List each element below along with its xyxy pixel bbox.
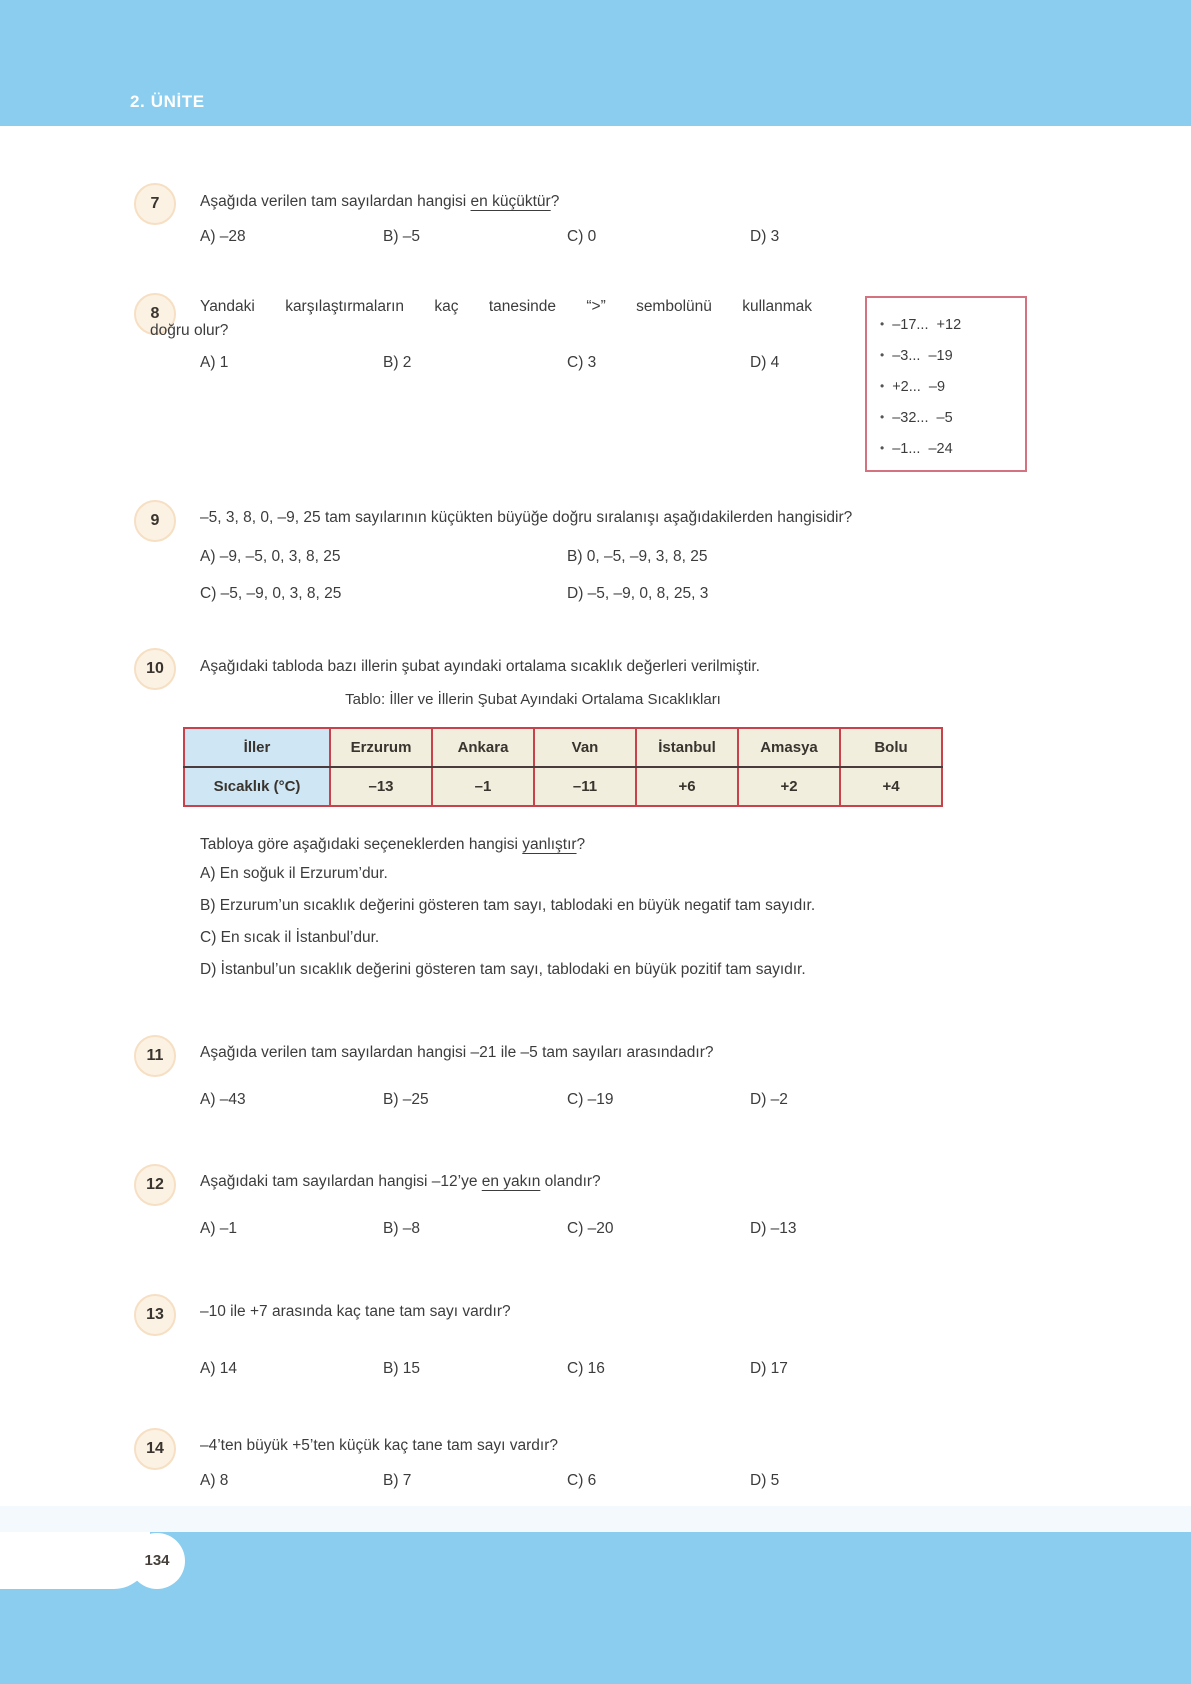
question-10-option-a: A) En soğuk il Erzurum’dur. <box>200 865 388 882</box>
unit-label: 2. ÜNİTE <box>130 92 205 111</box>
table-header-cell: İller <box>184 728 330 767</box>
question-7-text-pre: Aşağıda verilen tam sayılardan hangisi <box>200 193 471 210</box>
temperature-table <box>183 727 943 807</box>
question-12-text-pre: Aşağıdaki tam sayılardan hangisi –12’ye <box>200 1173 482 1190</box>
question-14-option-c: C) 6 <box>567 1472 597 1489</box>
table-value-cell: –11 <box>534 767 636 806</box>
question-7-number: 7 <box>134 183 176 225</box>
table-value-cell: +6 <box>636 767 738 806</box>
question-9-number: 9 <box>134 500 176 542</box>
table-header-cell: Ankara <box>432 728 534 767</box>
question-12-option-b: B) –8 <box>383 1220 421 1237</box>
question-7-text-underlined: en küçüktür <box>470 193 551 210</box>
question-10-option-c: C) En sıcak il İstanbul’dur. <box>200 929 380 946</box>
table-value-cell: –1 <box>432 767 534 806</box>
bullet-icon: • <box>880 441 885 455</box>
footer-page-notch <box>0 1532 150 1589</box>
question-8-text-line2: doğru olur? <box>150 322 229 339</box>
question-14-option-b: B) 7 <box>383 1472 412 1489</box>
question-10-option-d: D) İstanbul’un sıcaklık değerini gösteren tam sayı, tablodaki en büyük pozitif tam sayıdır. <box>200 961 806 978</box>
page-number-badge: 134 <box>129 1533 185 1589</box>
question-14-option-d: D) 5 <box>750 1472 780 1489</box>
comparison-item <box>880 309 1025 340</box>
question-10-text-underlined: yanlıştır <box>522 836 577 853</box>
question-11-number: 11 <box>134 1035 176 1077</box>
comparison-item <box>880 402 1025 433</box>
table-header-cell: Amasya <box>738 728 840 767</box>
question-10-option-b: B) Erzurum’un sıcaklık değerini gösteren tam sayı, tablodaki en büyük negatif tam sayıdır. <box>200 897 816 914</box>
bullet-icon: • <box>880 410 885 424</box>
question-9-option-d: D) –5, –9, 0, 8, 25, 3 <box>567 585 709 602</box>
question-12-number: 12 <box>134 1164 176 1206</box>
question-14-text: –4’ten büyük +5’ten küçük kaç tane tam sayı vardır? <box>200 1437 558 1454</box>
question-12-text-underlined: en yakın <box>481 1173 541 1190</box>
question-8-option-a: A) 1 <box>200 354 229 371</box>
bullet-icon: • <box>880 348 885 362</box>
question-13-text: –10 ile +7 arasında kaç tane tam sayı vardır? <box>200 1303 511 1320</box>
question-8-option-d: D) 4 <box>750 354 780 371</box>
question-9-option-a: A) –9, –5, 0, 3, 8, 25 <box>200 548 341 565</box>
table-header-cell: İstanbul <box>636 728 738 767</box>
question-8-option-b: B) 2 <box>383 354 412 371</box>
question-7-text-post: ? <box>550 193 560 210</box>
question-8-number: 8 <box>134 293 176 335</box>
question-13-option-d: D) 17 <box>750 1360 788 1377</box>
table-header-cell: Van <box>534 728 636 767</box>
question-9-option-b: B) 0, –5, –9, 3, 8, 25 <box>567 548 708 565</box>
table-header-cell: Erzurum <box>330 728 432 767</box>
question-12-option-a: A) –1 <box>200 1220 238 1237</box>
comparison-text: +2... –9 <box>892 379 946 395</box>
table-row-label: Sıcaklık (°C) <box>184 767 330 806</box>
question-13-option-a: A) 14 <box>200 1360 238 1377</box>
table-value-cell: +2 <box>738 767 840 806</box>
table-value-row <box>184 767 942 806</box>
question-11-option-a: A) –43 <box>200 1091 246 1108</box>
question-14-number: 14 <box>134 1428 176 1470</box>
question-11-option-d: D) –2 <box>750 1091 788 1108</box>
comparison-box <box>865 296 1027 472</box>
question-10-text-post: ? <box>576 836 586 853</box>
question-12-text-post: olandır? <box>540 1173 601 1190</box>
table-caption: Tablo: İller ve İllerin Şubat Ayındaki Ortalama Sıcaklıkları <box>345 691 721 708</box>
comparison-item <box>880 433 1025 464</box>
question-8-option-c: C) 3 <box>567 354 597 371</box>
question-7-option-a: A) –28 <box>200 228 246 245</box>
question-10-intro: Aşağıdaki tabloda bazı illerin şubat ayındaki ortalama sıcaklık değerleri verilmiştir. <box>200 658 760 675</box>
question-11-option-b: B) –25 <box>383 1091 429 1108</box>
bullet-icon: • <box>880 379 885 393</box>
question-10-text <box>200 833 585 856</box>
comparison-text: –32... –5 <box>892 410 953 426</box>
table-value-cell: +4 <box>840 767 942 806</box>
question-7-option-d: D) 3 <box>750 228 780 245</box>
question-13-option-b: B) 15 <box>383 1360 421 1377</box>
question-13-number: 13 <box>134 1294 176 1336</box>
question-11-text: Aşağıda verilen tam sayılardan hangisi –21 ile –5 tam sayıları arasındadır? <box>200 1044 714 1061</box>
comparison-item <box>880 371 1025 402</box>
comparison-text: –1... –24 <box>892 441 953 457</box>
question-7-option-c: C) 0 <box>567 228 597 245</box>
comparison-item <box>880 340 1025 371</box>
comparison-text: –3... –19 <box>892 348 953 364</box>
comparison-text: –17... +12 <box>892 317 962 333</box>
question-7-text <box>200 190 559 213</box>
question-10-text-pre: Tabloya göre aşağıdaki seçeneklerden hangisi <box>200 836 523 853</box>
question-8-text-line1: Yandaki karşılaştırmaların kaç tanesinde “>” sembolünü kullanmak <box>200 298 812 315</box>
question-12-text <box>200 1170 601 1193</box>
question-7-option-b: B) –5 <box>383 228 421 245</box>
question-13-option-c: C) 16 <box>567 1360 605 1377</box>
table-header-cell: Bolu <box>840 728 942 767</box>
table-value-cell: –13 <box>330 767 432 806</box>
question-14-option-a: A) 8 <box>200 1472 229 1489</box>
header-band <box>0 0 1191 126</box>
table-header-row <box>184 728 942 767</box>
question-11-option-c: C) –19 <box>567 1091 614 1108</box>
question-10-number: 10 <box>134 648 176 690</box>
bullet-icon: • <box>880 317 885 331</box>
question-12-option-c: C) –20 <box>567 1220 614 1237</box>
question-9-option-c: C) –5, –9, 0, 3, 8, 25 <box>200 585 342 602</box>
footer-light-strip <box>0 1506 1191 1532</box>
question-9-text: –5, 3, 8, 0, –9, 25 tam sayılarının küçükten büyüğe doğru sıralanışı aşağıdakilerden hangisidir? <box>200 509 853 526</box>
question-12-option-d: D) –13 <box>750 1220 797 1237</box>
